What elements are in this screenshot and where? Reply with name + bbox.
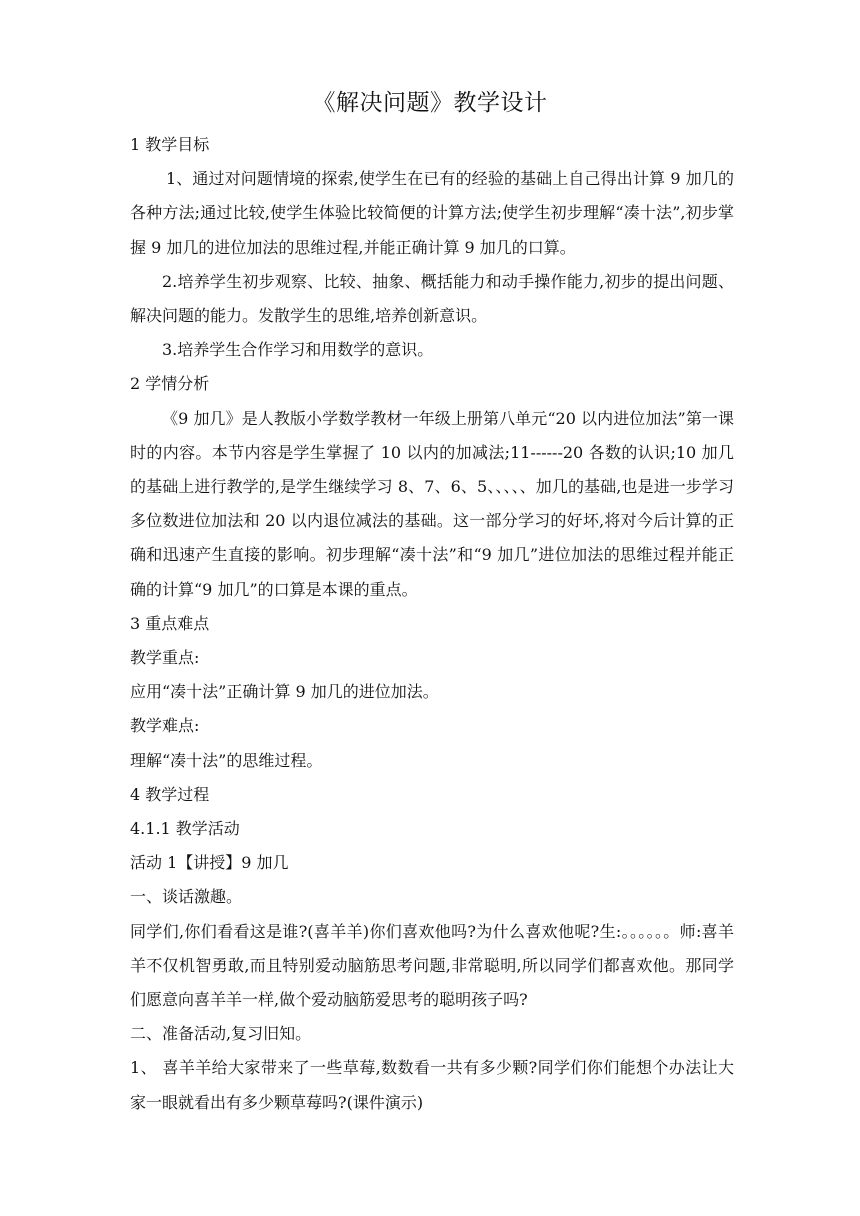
subheading: 教学重点: xyxy=(130,648,200,668)
paragraph: 《9 加几》是人教版小学数学教材一年级上册第八单元“20 以内进位加法”第一课时的内容。本节内容是学生掌握了 10 以内的加减法;11------20 各数的认识;10 加几的基础上进行教学的,是学生继续学习 8、7、6、5、、、、、加几的基础,也是进一步学习多位数进位加法和 20 以内退位减法的基础。这一部分学习的好坏,将对今后计算的正确和迅速产生直接的影响。初步理解“凑十法”和“9 加几”进位加法的思维过程并能正确的计算“9 加几”的口算是本课的重点。 xyxy=(130,408,734,599)
subheading: 教学难点: xyxy=(130,716,200,736)
section-heading: 3 重点难点 xyxy=(130,613,210,633)
subheading: 4.1.1 教学活动 xyxy=(130,819,240,839)
paragraph: 1、通过对问题情境的探索,使学生在已有的经验的基础上自己得出计算 9 加几的各种方法;通过比较,使学生体验比较简便的计算方法;使学生初步理解“凑十法”,初步掌握 9 加几的进位加法的思维过程,并能正确计算 9 加几的口算。 xyxy=(130,169,734,257)
section-heading: 1 教学目标 xyxy=(130,135,210,154)
subheading: 活动 1【讲授】9 加几 xyxy=(130,853,289,873)
document-title: 《解决问题》教学设计 xyxy=(312,90,548,116)
section-heading: 2 学情分析 xyxy=(130,374,210,394)
paragraph: 理解“凑十法”的思维过程。 xyxy=(130,750,323,770)
subheading: 二、准备活动,复习旧知。 xyxy=(130,1024,312,1044)
document-body xyxy=(130,128,734,1120)
paragraph: 同学们,你们看看这是谁?(喜羊羊)你们喜欢他吗?为什么喜欢他呢?生:。。。。。。师:喜羊羊不仅机智勇敢,而且特别爱动脑筋思考问题,非常聪明,所以同学们都喜欢他。那同学们愿意向喜羊羊一样,做个爱动脑筋爱思考的聪明孩子吗? xyxy=(130,921,734,1010)
paragraph: 1、 喜羊羊给大家带来了一些草莓,数数看一共有多少颗?同学们你们能想个办法让大家一眼就看出有多少颗草莓吗?(课件演示) xyxy=(130,1058,734,1112)
paragraph: 应用“凑十法”正确计算 9 加几的进位加法。 xyxy=(130,682,439,702)
section-heading: 4 教学过程 xyxy=(130,784,210,804)
subheading: 一、谈话激趣。 xyxy=(130,887,243,907)
paragraph: 2.培养学生初步观察、比较、抽象、概括能力和动手操作能力,初步的提出问题、解决问题的能力。发散学生的思维,培养创新意识。 xyxy=(130,271,734,326)
paragraph: 3.培养学生合作学习和用数学的意识。 xyxy=(162,340,434,360)
